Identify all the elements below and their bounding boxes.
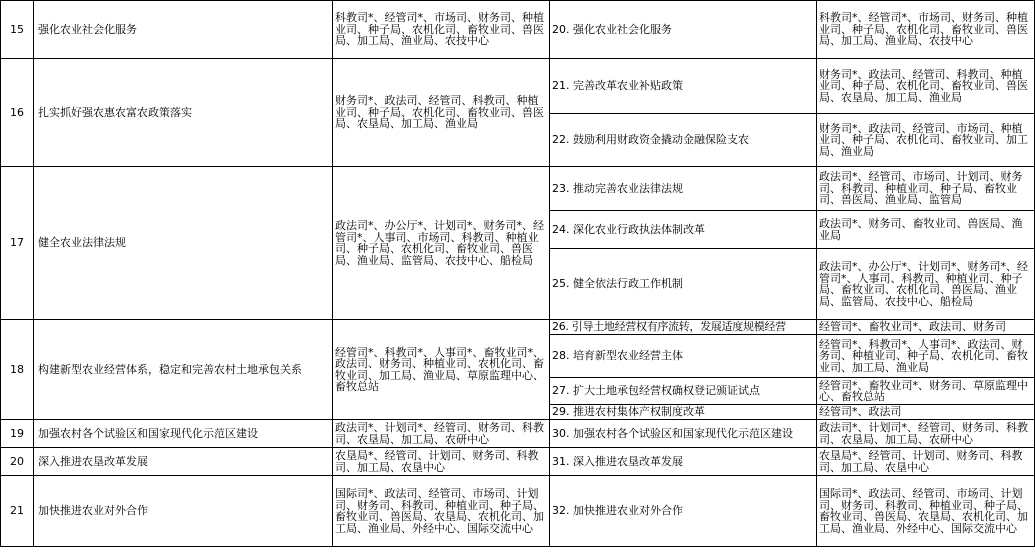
- subtask-departments: 农垦局*、经管司、计划司、财务司、科教司、加工局、农垦中心: [817, 448, 1035, 476]
- subtask-departments: 经管司*、畜牧业司*、财务司、草原监理中心、畜牧总站: [817, 378, 1035, 405]
- subtask-departments: 财务司*、政法司、经管司、市场司、种植业司、种子局、农机化司、畜牧业司、加工局、渔业局: [817, 114, 1035, 167]
- responsible-departments: 政法司*、办公厅*、计划司*、财务司*、经管司*、人事司、市场司、科教司、种植业司、种子局、农机化司、畜牧业司、兽医局、渔业局、监管局、农技中心、船检局: [333, 167, 550, 320]
- subtask-name: 31. 深入推进农垦改革发展: [550, 448, 817, 476]
- responsible-departments: 农垦局*、经管司、计划司、财务司、科教司、加工局、农垦中心: [333, 448, 550, 476]
- responsible-departments: 经管司*、科教司*、人事司*、畜牧业司*、政法司、财务司、种植业司、农机化司、畜牧业司、加工局、渔业局、草原监理中心、畜牧总站: [333, 320, 550, 420]
- task-name: 构建新型农业经营体系，稳定和完善农村土地承包关系: [34, 320, 333, 420]
- subtask-departments: 国际司*、政法司、经管司、市场司、计划司、财务司、科教司、种植业司、种子局、畜牧业司、兽医局、农垦局、农机化司、加工局、渔业局、外经中心、国际交流中心: [817, 476, 1035, 547]
- subtask-name: 28. 培育新型农业经营主体: [550, 335, 817, 378]
- subtask-departments: 财务司*、政法司、经管司、科教司、种植业司、种子局、农机化司、畜牧业司、兽医局、农垦局、加工局、渔业局: [817, 59, 1035, 114]
- task-name: 加强农村各个试验区和国家现代化示范区建设: [34, 420, 333, 448]
- subtask-departments: 政法司*、经管司、市场司、计划司、财务司、科教司、种植业司、种子局、畜牧业司、兽医局、渔业局、监管局: [817, 167, 1035, 211]
- subtask-name: 22. 鼓励利用财政资金撬动金融保险支农: [550, 114, 817, 167]
- task-name: 强化农业社会化服务: [34, 1, 333, 59]
- subtask-departments: 科教司*、经管司*、市场司、财务司、种植业司、种子局、农机化司、畜牧业司、兽医局、加工局、渔业局、农技中心: [817, 1, 1035, 59]
- row-number: 15: [1, 1, 34, 59]
- subtask-departments: 政法司*、计划司*、经管司、财务司、科教司、农垦局、加工局、农研中心: [817, 420, 1035, 448]
- subtask-name: 20. 强化农业社会化服务: [550, 1, 817, 59]
- subtask-name: 29. 推进农村集体产权制度改革: [550, 405, 817, 420]
- task-name: 健全农业法律法规: [34, 167, 333, 320]
- subtask-name: 30. 加强农村各个试验区和国家现代化示范区建设: [550, 420, 817, 448]
- task-name: 加快推进农业对外合作: [34, 476, 333, 547]
- row-number: 21: [1, 476, 34, 547]
- responsible-departments: 财务司*、政法司、经管司、科教司、种植业司、种子局、农机化司、畜牧业司、兽医局、农垦局、加工局、渔业局: [333, 59, 550, 167]
- row-number: 20: [1, 448, 34, 476]
- row-number: 16: [1, 59, 34, 167]
- table-row: [1, 320, 1035, 335]
- table-row: [1, 420, 1035, 448]
- responsible-departments: 科教司*、经管司*、市场司、财务司、种植业司、种子局、农机化司、畜牧业司、兽医局、加工局、渔业局、农技中心: [333, 1, 550, 59]
- subtask-name: 21. 完善改革农业补贴政策: [550, 59, 817, 114]
- table-row: [1, 476, 1035, 547]
- responsible-departments: 政法司*、计划司*、经管司、财务司、科教司、农垦局、加工局、农研中心: [333, 420, 550, 448]
- subtask-departments: 经管司*、科教司*、人事司*、政法司、财务司、种植业司、种子局、农机化司、畜牧业司、加工局、渔业局: [817, 335, 1035, 378]
- task-name: 深入推进农垦改革发展: [34, 448, 333, 476]
- table-row: [1, 167, 1035, 211]
- table-row: [1, 1, 1035, 59]
- subtask-name: 23. 推动完善农业法律法规: [550, 167, 817, 211]
- subtask-name: 25. 健全依法行政工作机制: [550, 249, 817, 320]
- subtask-name: 32. 加快推进农业对外合作: [550, 476, 817, 547]
- subtask-departments: 经管司*、政法司: [817, 405, 1035, 420]
- responsible-departments: 国际司*、政法司、经管司、市场司、计划司、财务司、科教司、种植业司、种子局、畜牧业司、兽医局、农垦局、农机化司、加工局、渔业局、外经中心、国际交流中心: [333, 476, 550, 547]
- row-number: 17: [1, 167, 34, 320]
- row-number: 19: [1, 420, 34, 448]
- table-row: [1, 59, 1035, 114]
- subtask-departments: 政法司*、财务司、畜牧业司、兽医局、渔业局: [817, 211, 1035, 249]
- task-name: 扎实抓好强农惠农富农政策落实: [34, 59, 333, 167]
- table-row: [1, 448, 1035, 476]
- subtask-departments: 政法司*、办公厅*、计划司*、财务司*、经管司*、人事司、科教司、种植业司、种子局、畜牧业司、农机化司、兽医局、渔业局、监管局、农技中心、船检局: [817, 249, 1035, 320]
- subtask-departments: 经管司*、畜牧业司*、政法司、财务司: [817, 320, 1035, 335]
- subtask-name: 27. 扩大土地承包经营权确权登记颁证试点: [550, 378, 817, 405]
- subtask-name: 26. 引导土地经营权有序流转，发展适度规模经营: [550, 320, 817, 335]
- subtask-name: 24. 深化农业行政执法体制改革: [550, 211, 817, 249]
- row-number: 18: [1, 320, 34, 420]
